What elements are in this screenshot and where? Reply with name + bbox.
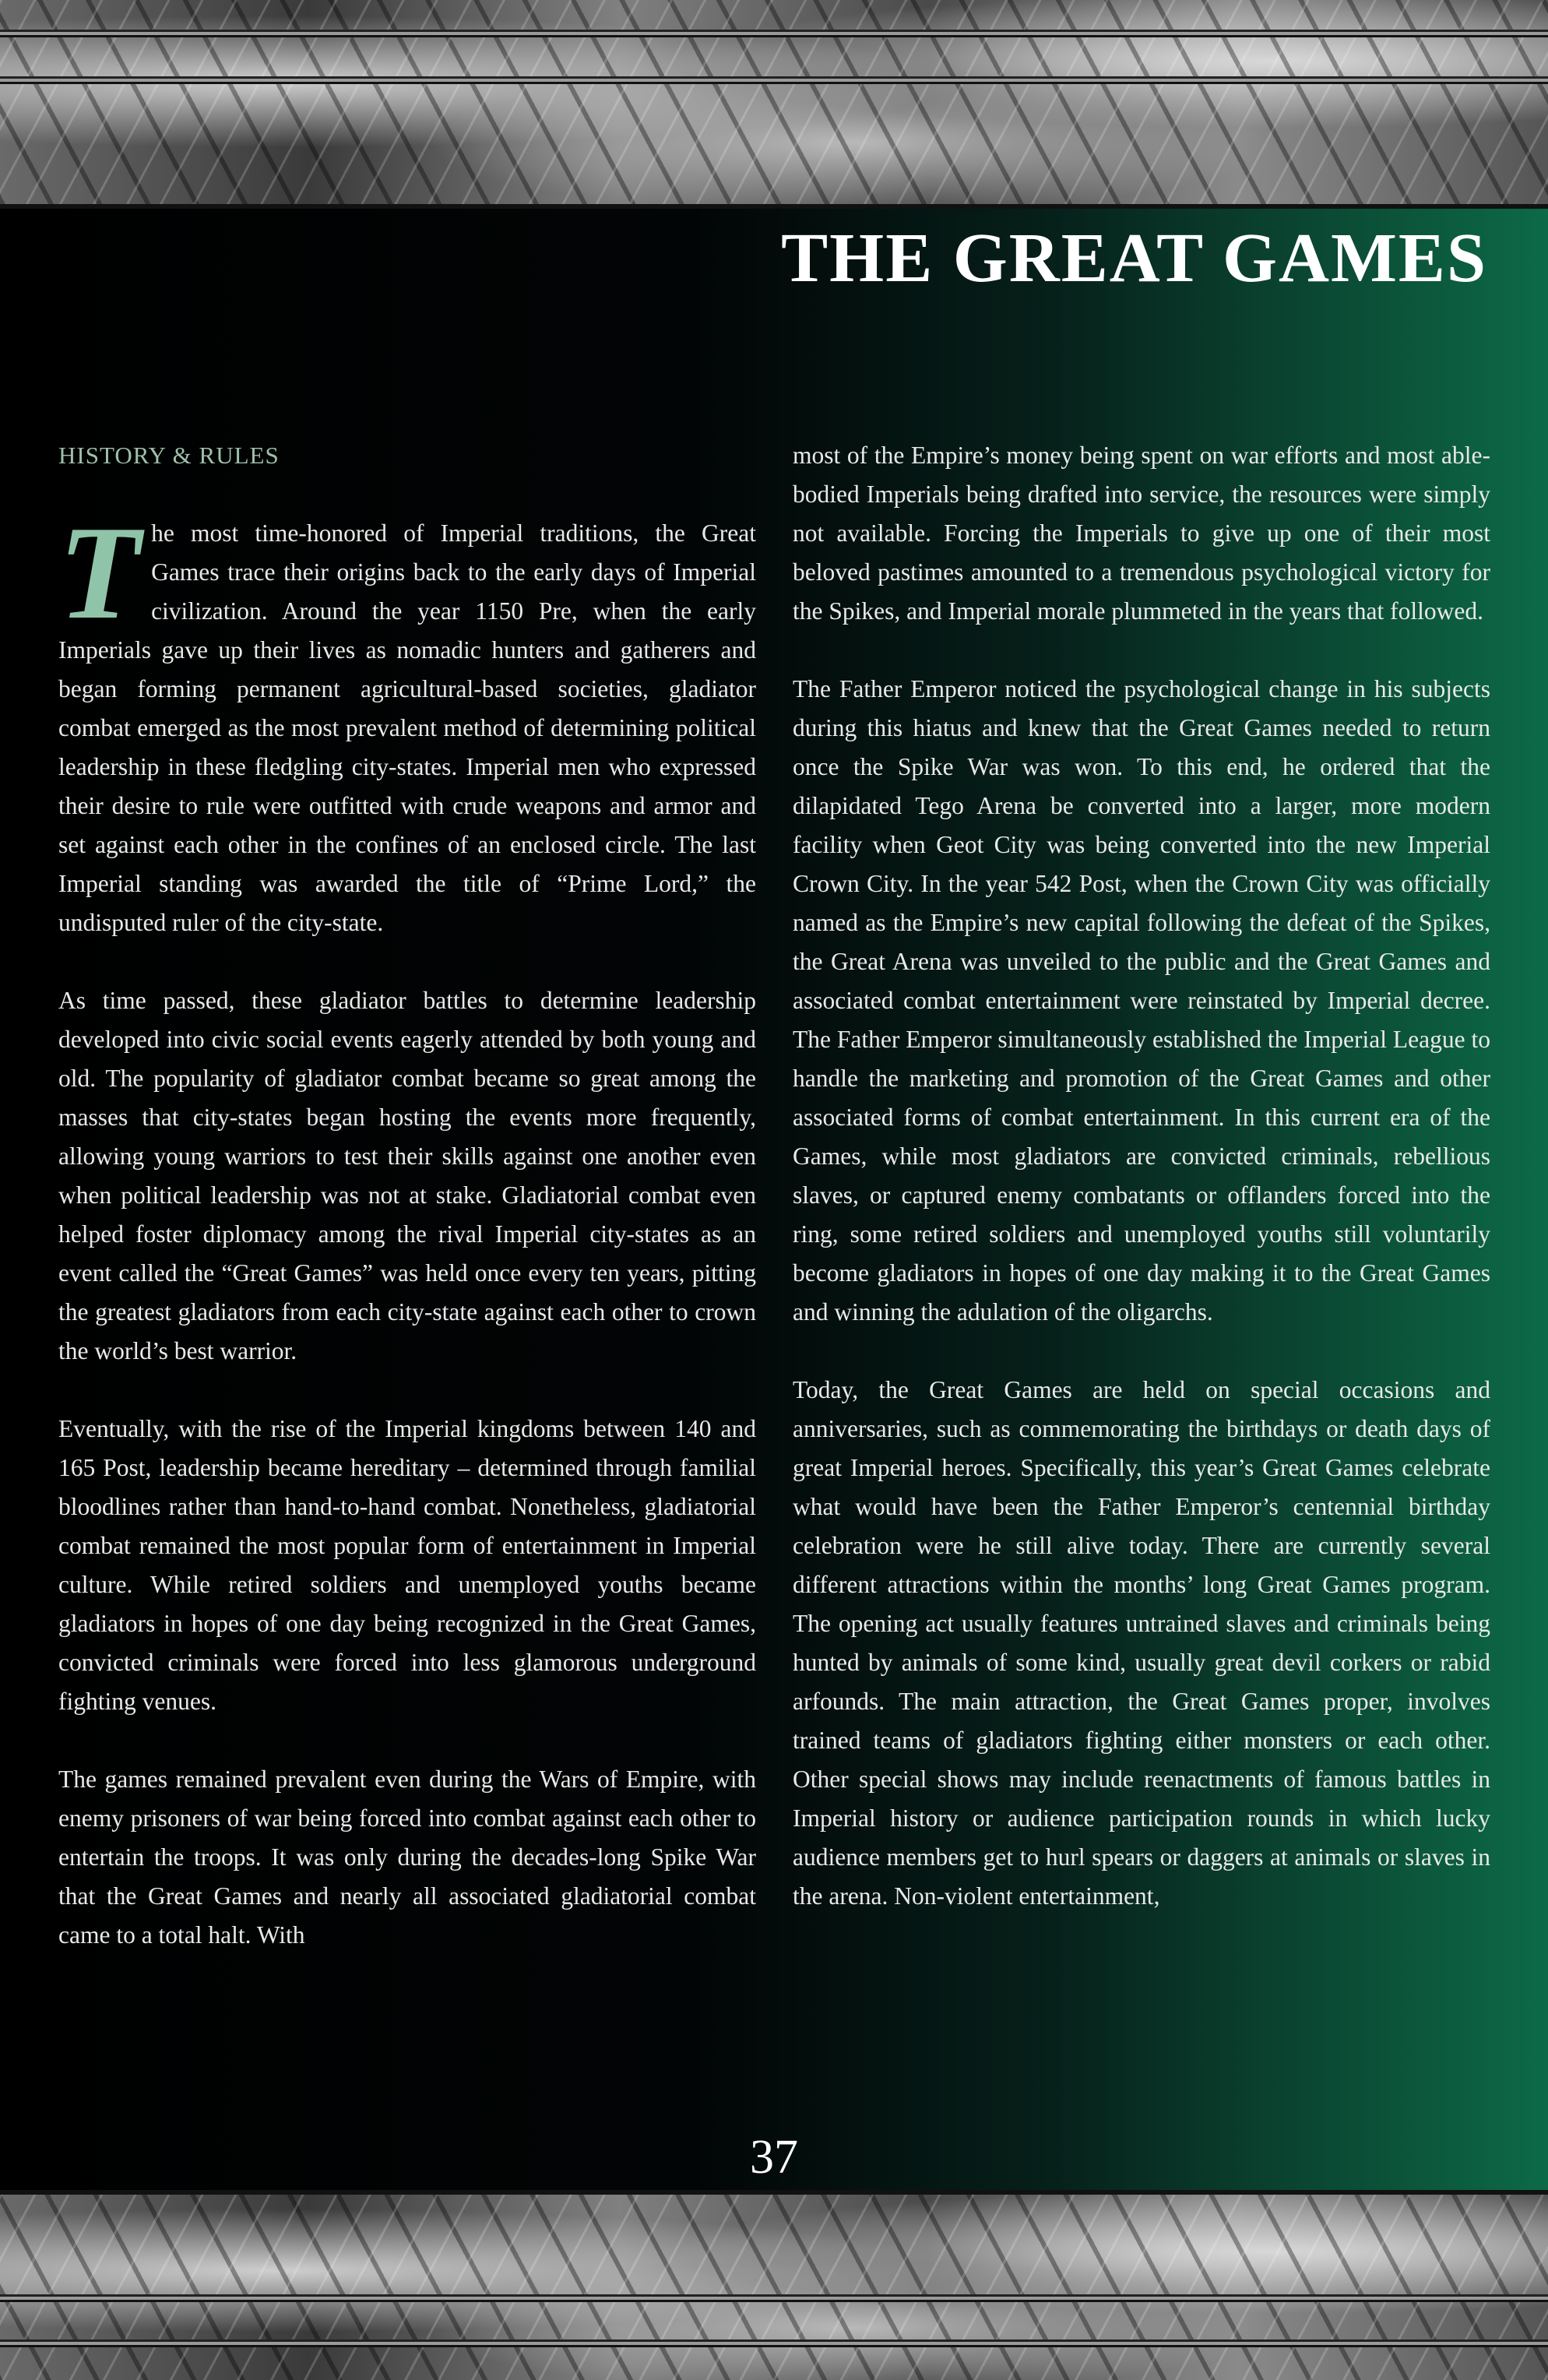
drop-cap: T [58, 499, 141, 647]
paragraph: The games remained prevalent even during the Wars of Empire, with enemy prisoners of war being forced into combat against each other to entertain the troops. It was only during the decades-long Spike War that the Great Games and nearly all associated gladiatorial combat came to a total halt. With [58, 1766, 756, 1949]
paragraph: Eventually, with the rise of the Imperial kingdoms between 140 and 165 Post, leadership became hereditary – determined through familial bloodlines rather than hand-to-hand combat. Nonetheless, gladiatorial combat remained the most popular form of entertainment in Imperial culture. While retired soldiers and unemployed youths became gladiators in hopes of one day being recognized in the Great Games, convicted criminals were forced into less glamorous underground fighting venues. [58, 1415, 756, 1715]
header-stripe [0, 30, 1548, 37]
section-label: HISTORY & RULES [58, 442, 280, 469]
footer-stripe [0, 2294, 1548, 2302]
left-column [58, 436, 756, 1994]
footer-stripe [0, 2340, 1548, 2347]
right-column [793, 436, 1490, 1955]
footer-marble-band [0, 2190, 1548, 2380]
paragraph [58, 499, 756, 942]
paragraph: most of the Empire’s money being spent on war efforts and most able-bodied Imperials being drafted into service, the resources were simply not available. Forcing the Imperials to give up one of their most beloved pastimes amounted to a tremendous psychological victory for the Spikes, and Imperial morale plummeted in the years that followed. [793, 442, 1490, 625]
page-title: THE GREAT GAMES [781, 220, 1487, 297]
paragraph: As time passed, these gladiator battles to determine leadership developed into civic social events eagerly attended by both young and old. The popularity of gladiator combat became so great among the masses that city-states began hosting the events more frequently, allowing young warriors to test their skills against one another even when political leadership was not at stake. Gladiatorial combat even helped foster diplomacy among the rival Imperial city-states as an event called the “Great Games” was held once every ten years, pitting the greatest gladiators from each city-state against each other to crown the world’s best warrior. [58, 987, 756, 1364]
paragraph: Today, the Great Games are held on special occasions and anniversaries, such as commemorating the birthdays or death days of great Imperial heroes. Specifically, this year’s Great Games celebrate what would have been the Father Emperor’s centennial birthday celebration were he still alive today. There are currently several different attractions within the months’ long Great Games program. The opening act usually features untrained slaves and criminals being hunted by animals of some kind, usually great devil corkers or rabid arfounds. The main attraction, the Great Games proper, involves trained teams of gladiators fighting either monsters or each other. Other special shows may include reenactments of famous battles in Imperial history or audience participation rounds in which lucky audience members get to hurl spears or daggers at animals or slaves in the arena. Non-violent entertainment, [793, 1376, 1490, 1910]
header-marble-band [0, 0, 1548, 209]
paragraph-text: he most time-honored of Imperial traditions, the Great Games trace their origins back to the early days of Imperial civilization. Around the year 1150 Pre, when the early Imperials gave up their lives as nomadic hunters and gatherers and began forming permanent agricultural-based societies, gladiator combat emerged as the most prevalent method of determining political leadership in these fledgling city-states. Imperial men who expressed their desire to rule were outfitted with crude weapons and armor and set against each other in the confines of an enclosed circle. The last Imperial standing was awarded the title of “Prime Lord,” the undisputed ruler of the city-state. [58, 519, 756, 936]
header-stripe [0, 76, 1548, 84]
page-number: 37 [750, 2131, 798, 2184]
paragraph: The Father Emperor noticed the psychological change in his subjects during this hiatus and knew that the Great Games needed to return once the Spike War was won. To this end, he ordered that the dilapidated Tego Arena be converted into a larger, more modern facility when Geot City was being converted into the new Imperial Crown City. In the year 542 Post, when the Crown City was officially named as the Empire’s new capital following the defeat of the Spikes, the Great Arena was unveiled to the public and the Great Games and associated combat entertainment were reinstated by Imperial decree. The Father Emperor simultaneously established the Imperial League to handle the marketing and promotion of the Great Games and other associated forms of combat entertainment. In this current era of the Games, while most gladiators are convicted criminals, rebellious slaves, or captured enemy combatants or offlanders forced into the ring, some retired soldiers and unemployed youths still voluntarily become gladiators in hopes of one day making it to the Great Games and winning the adulation of the oligarchs. [793, 675, 1490, 1326]
